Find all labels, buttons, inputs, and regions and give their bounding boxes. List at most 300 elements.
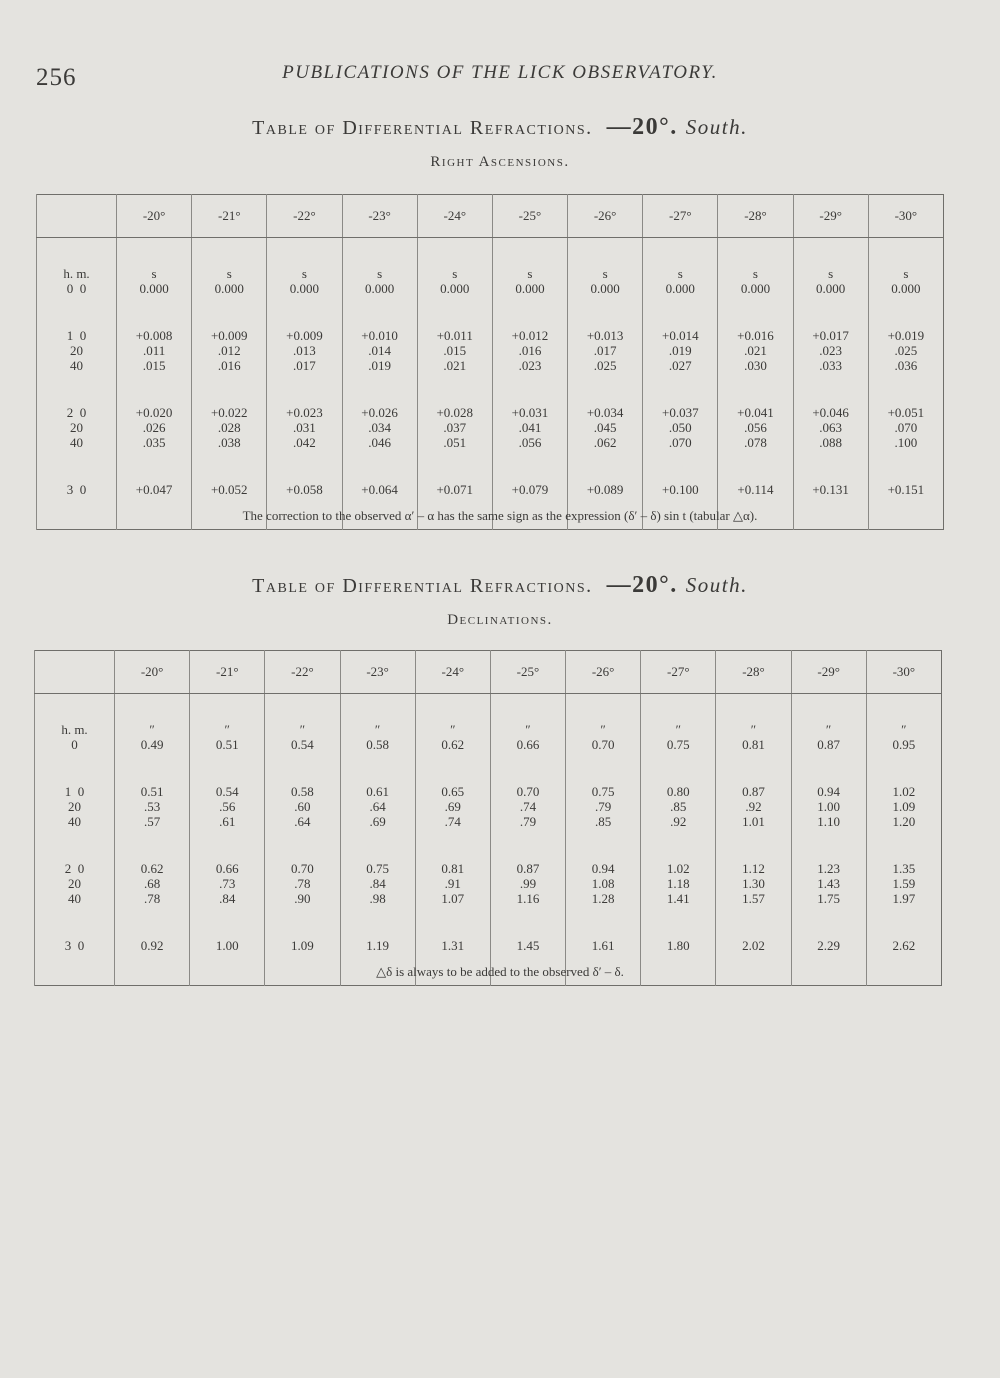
ra-value-cell (267, 482, 342, 497)
dec-value: 1.59 (892, 876, 916, 891)
dec-gap-cell (415, 829, 490, 861)
ra-spacer-cell (568, 238, 643, 267)
ra-column-header: -23° (342, 195, 417, 238)
dec-unit-cell: ″ (641, 722, 716, 737)
ra-spacer-cell (117, 238, 192, 267)
ra-value-cell (492, 281, 567, 296)
ra-value-cell (868, 328, 943, 373)
ra-spacer-cell (417, 238, 492, 267)
ra-value-cell (793, 405, 868, 450)
dec-title-text: Table of Differential Refractions. (252, 575, 593, 597)
ra-value: .050 (668, 420, 692, 435)
ra-gap-cell (718, 373, 793, 405)
dec-value: 0.81 (742, 737, 765, 752)
dec-gap-cell (716, 752, 791, 784)
dec-value-cell (866, 938, 941, 953)
ra-column-header: -25° (492, 195, 567, 238)
ra-gap-cell (568, 373, 643, 405)
ra-spacer-cell (643, 238, 718, 267)
ra-column-header: -24° (417, 195, 492, 238)
dec-value: 1.35 (892, 861, 916, 876)
ra-value-cell (492, 328, 567, 373)
ra-value: +0.151 (887, 482, 925, 497)
dec-value: 1.00 (215, 938, 239, 953)
dec-value: 1.23 (817, 861, 840, 876)
dec-gap-cell (190, 829, 265, 861)
ra-value: +0.023 (286, 405, 323, 420)
ra-spacer-cell (37, 238, 117, 267)
dec-unit-cell: ″ (490, 722, 565, 737)
dec-value-cell (265, 784, 340, 829)
ra-value: .033 (819, 358, 842, 373)
ra-unit-cell: s (417, 266, 492, 281)
dec-table-note: △δ is always to be added to the observed δ′ – δ. (376, 964, 624, 979)
dec-value-cell (566, 784, 641, 829)
dec-value: 0.70 (291, 861, 314, 876)
ra-value: 0.000 (891, 281, 921, 296)
ra-gap-cell (643, 450, 718, 482)
ra-value: 0.000 (289, 281, 320, 296)
ra-value-cell (417, 328, 492, 373)
ra-spacer-cell (492, 238, 567, 267)
ra-value: +0.034 (586, 405, 624, 420)
dec-value: .98 (369, 891, 386, 906)
dec-column-header: -23° (340, 651, 415, 694)
ra-value: 0.000 (440, 281, 470, 296)
ra-value: 0.000 (740, 281, 771, 296)
ra-value: +0.041 (737, 405, 774, 420)
ra-arg-line: 1 0 (66, 328, 87, 343)
ra-value-cell (492, 482, 567, 497)
dec-gap-cell (791, 906, 866, 938)
dec-gap-cell (791, 752, 866, 784)
ra-gap-cell (267, 296, 342, 328)
dec-value-cell (866, 737, 941, 752)
ra-gap-cell (37, 296, 117, 328)
ra-value-cell (643, 482, 718, 497)
dec-value: 1.12 (742, 861, 765, 876)
dec-value-cell (791, 938, 866, 953)
dec-gap-cell (490, 829, 565, 861)
ra-value: .025 (894, 343, 918, 358)
dec-column-header: -27° (641, 651, 716, 694)
ra-value: +0.031 (511, 405, 549, 420)
dec-gap-cell (265, 906, 340, 938)
dec-table-title (150, 572, 850, 599)
ra-value-cell (718, 281, 793, 296)
dec-spacer-cell (265, 694, 340, 723)
ra-gap-cell (192, 450, 267, 482)
ra-value: +0.017 (812, 328, 849, 343)
ra-value-cell (417, 405, 492, 450)
dec-value-cell (641, 737, 716, 752)
ra-arg-line: 40 (70, 435, 83, 450)
dec-value: 0.51 (140, 784, 164, 799)
ra-value: +0.016 (737, 328, 774, 343)
ra-unit-cell: s (718, 266, 793, 281)
ra-group-row (37, 281, 944, 296)
dec-spacer-cell (791, 694, 866, 723)
ra-value-cell (117, 405, 192, 450)
ra-gap-row (37, 296, 944, 328)
dec-value: 1.30 (742, 876, 765, 891)
ra-unit-cell: s (492, 266, 567, 281)
dec-value: 1.02 (892, 784, 916, 799)
dec-arg-line: 1 0 (64, 784, 85, 799)
dec-unit-cell: ″ (566, 722, 641, 737)
ra-value: .027 (668, 358, 692, 373)
dec-value-cell (115, 737, 190, 752)
ra-value-cell (643, 281, 718, 296)
dec-value: 0.75 (591, 784, 615, 799)
dec-value: 1.01 (742, 814, 765, 829)
ra-value: .035 (142, 435, 166, 450)
ra-unit-cell: s (267, 266, 342, 281)
ra-arg-cell (37, 482, 117, 497)
ra-unit-cell: s (117, 266, 192, 281)
ra-arg-cell (37, 281, 117, 296)
ra-value-cell (342, 281, 417, 296)
dec-gap-cell (641, 906, 716, 938)
dec-value: 1.16 (516, 891, 540, 906)
dec-value: .64 (294, 814, 311, 829)
ra-gap-cell (342, 450, 417, 482)
dec-group-row (35, 784, 942, 829)
dec-gap-cell (566, 906, 641, 938)
dec-value: 0.65 (441, 784, 465, 799)
dec-value-cell (490, 784, 565, 829)
dec-value: .64 (369, 799, 386, 814)
ra-value: +0.071 (436, 482, 474, 497)
ra-value-cell (267, 328, 342, 373)
ra-group-row (37, 405, 944, 450)
dec-value-cell (641, 784, 716, 829)
dec-value-cell (340, 861, 415, 906)
dec-value: 0.75 (366, 861, 389, 876)
dec-gap-cell (716, 906, 791, 938)
ra-value: .038 (217, 435, 241, 450)
ra-value: +0.100 (661, 482, 699, 497)
dec-value-cell (566, 938, 641, 953)
dec-value: 0.95 (892, 737, 916, 752)
running-head: PUBLICATIONS OF THE LICK OBSERVATORY. (282, 62, 718, 83)
ra-value-cell (643, 405, 718, 450)
ra-gap-cell (342, 373, 417, 405)
dec-value: 0.66 (215, 861, 239, 876)
ra-value-cell (417, 281, 492, 296)
dec-gap-cell (340, 906, 415, 938)
dec-value: 1.00 (817, 799, 840, 814)
ra-unit-cell: s (643, 266, 718, 281)
dec-gap-cell (641, 829, 716, 861)
dec-column-header: -24° (415, 651, 490, 694)
ra-gap-cell (793, 373, 868, 405)
dec-value: 1.97 (892, 891, 916, 906)
dec-value: .85 (670, 799, 687, 814)
ra-value: +0.079 (511, 482, 549, 497)
dec-value: 1.20 (892, 814, 916, 829)
ra-value-cell (568, 328, 643, 373)
dec-column-header: -21° (190, 651, 265, 694)
ra-value: .070 (894, 420, 918, 435)
ra-arg-line: 20 (70, 420, 83, 435)
dec-spacer-cell (190, 694, 265, 723)
dec-spacer-cell (866, 694, 941, 723)
ra-gap-cell (492, 450, 567, 482)
ra-arg-line: 2 0 (66, 405, 87, 420)
dec-unit-cell: ″ (716, 722, 791, 737)
ra-value: .011 (142, 343, 166, 358)
dec-column-header: -25° (490, 651, 565, 694)
ra-value: .015 (142, 358, 166, 373)
ra-value-cell (568, 482, 643, 497)
dec-value: .85 (594, 814, 612, 829)
dec-value-cell (791, 861, 866, 906)
ra-value: 0.000 (515, 281, 545, 296)
dec-value-cell (115, 861, 190, 906)
ra-table-subtitle: Right Ascensions. (430, 154, 570, 170)
ra-value: .056 (518, 435, 542, 450)
dec-column-header: -20° (115, 651, 190, 694)
dec-value: 0.87 (817, 737, 840, 752)
ra-gap-cell (192, 296, 267, 328)
ra-value: 0.000 (139, 281, 169, 296)
dec-arg-cell (35, 784, 115, 829)
dec-gap-row (35, 906, 942, 938)
ra-column-header: -21° (192, 195, 267, 238)
ra-gap-cell (492, 296, 567, 328)
dec-gap-cell (340, 752, 415, 784)
dec-spacer-cell (415, 694, 490, 723)
ra-group-row (37, 482, 944, 497)
dec-value-cell (791, 784, 866, 829)
dec-value: .79 (519, 814, 537, 829)
dec-value-cell (265, 861, 340, 906)
ra-value-cell (643, 328, 718, 373)
dec-value: 0.70 (591, 737, 615, 752)
dec-gap-cell (716, 829, 791, 861)
dec-arg-line: 20 (68, 876, 81, 891)
ra-value-cell (718, 405, 793, 450)
dec-arg-cell (35, 861, 115, 906)
ra-value-cell (868, 405, 943, 450)
dec-value: 0.94 (817, 784, 840, 799)
dec-value: 1.61 (591, 938, 615, 953)
ra-value: .014 (368, 343, 391, 358)
dec-value: .60 (294, 799, 311, 814)
dec-value-cell (265, 938, 340, 953)
ra-arg-cell (37, 328, 117, 373)
dec-column-header: -26° (566, 651, 641, 694)
dec-value-cell (866, 784, 941, 829)
dec-value-cell (566, 861, 641, 906)
ra-value-cell (192, 281, 267, 296)
ra-gap-cell (718, 450, 793, 482)
ra-value: .070 (668, 435, 692, 450)
dec-value: 0.75 (666, 737, 690, 752)
dec-value: 0.54 (291, 737, 314, 752)
ra-value: +0.012 (511, 328, 549, 343)
ra-gap-row (37, 450, 944, 482)
ra-value: +0.022 (210, 405, 248, 420)
dec-unit-cell: ″ (415, 722, 490, 737)
dec-value: .84 (369, 876, 386, 891)
dec-value-cell (190, 784, 265, 829)
dec-arg-line: 20 (68, 799, 81, 814)
ra-gap-cell (117, 373, 192, 405)
dec-value-cell (641, 861, 716, 906)
ra-group-row (37, 328, 944, 373)
ra-value: .025 (593, 358, 617, 373)
ra-column-header: -30° (868, 195, 943, 238)
dec-arg-line: 40 (68, 814, 81, 829)
dec-title-latitude: —20°. (606, 572, 678, 598)
ra-gap-cell (492, 373, 567, 405)
dec-value-cell (716, 737, 791, 752)
ra-value-cell (868, 482, 943, 497)
ra-spacer-cell (267, 238, 342, 267)
ra-table (36, 194, 944, 530)
dec-value-cell (415, 737, 490, 752)
dec-value: .68 (143, 876, 161, 891)
dec-value-cell (340, 784, 415, 829)
dec-value: .53 (143, 799, 161, 814)
ra-title-direction: South. (685, 115, 748, 139)
ra-value: .015 (443, 343, 467, 358)
dec-value: 0.54 (215, 784, 239, 799)
ra-gap-cell (868, 373, 943, 405)
dec-gap-cell (566, 829, 641, 861)
dec-gap-cell (35, 906, 115, 938)
ra-value: +0.020 (135, 405, 173, 420)
ra-column-header: -29° (793, 195, 868, 238)
dec-value: 0.70 (516, 784, 540, 799)
dec-unit-cell: ″ (265, 722, 340, 737)
ra-value: .017 (293, 358, 316, 373)
ra-value: .016 (217, 358, 241, 373)
dec-arg-line: 2 0 (64, 861, 85, 876)
ra-value-cell (793, 281, 868, 296)
ra-value: +0.051 (887, 405, 925, 420)
dec-spacer-row (35, 694, 942, 723)
ra-column-header: -28° (718, 195, 793, 238)
ra-value: 0.000 (590, 281, 620, 296)
ra-spacer-row (37, 238, 944, 267)
dec-value-cell (490, 938, 565, 953)
ra-value: .023 (819, 343, 842, 358)
dec-value: .73 (219, 876, 236, 891)
dec-value-cell (340, 938, 415, 953)
ra-value: .019 (368, 358, 391, 373)
dec-value-cell (866, 861, 941, 906)
dec-value-cell (415, 784, 490, 829)
ra-gap-cell (868, 450, 943, 482)
dec-arg-line: 0 (71, 737, 78, 752)
ra-gap-cell (718, 296, 793, 328)
dec-value: 0.62 (441, 737, 465, 752)
dec-arg-line: 40 (68, 891, 81, 906)
ra-unit-cell: s (192, 266, 267, 281)
ra-column-header: -27° (643, 195, 718, 238)
ra-gap-cell (568, 450, 643, 482)
ra-gap-cell (568, 296, 643, 328)
dec-value: 2.29 (817, 938, 840, 953)
ra-value-cell (267, 281, 342, 296)
ra-value: .056 (744, 420, 767, 435)
dec-value: 0.49 (140, 737, 164, 752)
dec-group-row (35, 938, 942, 953)
dec-value: .69 (444, 799, 461, 814)
dec-value-cell (340, 737, 415, 752)
ra-value: +0.014 (661, 328, 699, 343)
ra-gap-cell (793, 296, 868, 328)
dec-arg-cell (35, 737, 115, 752)
dec-unit-cell: ″ (190, 722, 265, 737)
ra-value: +0.011 (436, 328, 473, 343)
ra-unit-cell: s (568, 266, 643, 281)
dec-table-subtitle: Declinations. (447, 612, 553, 628)
ra-value: +0.010 (361, 328, 398, 343)
dec-gap-cell (190, 906, 265, 938)
ra-value-cell (117, 328, 192, 373)
ra-unit-row (37, 266, 944, 281)
dec-spacer-cell (641, 694, 716, 723)
ra-value: +0.064 (361, 482, 398, 497)
ra-value: .013 (293, 343, 316, 358)
ra-spacer-cell (868, 238, 943, 267)
ra-value: .042 (293, 435, 316, 450)
dec-gap-cell (866, 829, 941, 861)
ra-spacer-cell (793, 238, 868, 267)
ra-value: .021 (443, 358, 467, 373)
ra-value: .016 (518, 343, 542, 358)
dec-gap-cell (566, 752, 641, 784)
dec-value: 0.58 (291, 784, 314, 799)
dec-gap-cell (866, 752, 941, 784)
ra-unit-cell: s (342, 266, 417, 281)
ra-value-cell (117, 482, 192, 497)
dec-unit-cell: ″ (115, 722, 190, 737)
dec-gap-cell (190, 752, 265, 784)
dec-value-cell (716, 938, 791, 953)
dec-arg-line: 3 0 (64, 938, 85, 953)
ra-value: +0.047 (135, 482, 173, 497)
ra-gap-cell (643, 373, 718, 405)
dec-value: .90 (294, 891, 311, 906)
dec-value: 0.87 (742, 784, 765, 799)
dec-value: .78 (143, 891, 161, 906)
ra-value: .037 (443, 420, 467, 435)
dec-value-cell (115, 938, 190, 953)
dec-value-cell (791, 737, 866, 752)
dec-unit-cell: ″ (791, 722, 866, 737)
ra-value: 0.000 (665, 281, 695, 296)
ra-value: +0.058 (286, 482, 323, 497)
dec-gap-cell (791, 829, 866, 861)
dec-value: .92 (745, 799, 762, 814)
dec-value: 2.02 (742, 938, 765, 953)
dec-unit-cell: ″ (866, 722, 941, 737)
ra-table-note: The correction to the observed α′ – α has the same sign as the expression (δ′ – δ) sin t (tabular △α). (242, 508, 758, 523)
dec-value: .74 (444, 814, 461, 829)
ra-column-header: -22° (267, 195, 342, 238)
dec-value: 1.07 (441, 891, 465, 906)
dec-value: 0.80 (666, 784, 690, 799)
dec-gap-cell (265, 752, 340, 784)
dec-value: 1.18 (666, 876, 690, 891)
ra-value-cell (192, 482, 267, 497)
dec-value-cell (190, 861, 265, 906)
